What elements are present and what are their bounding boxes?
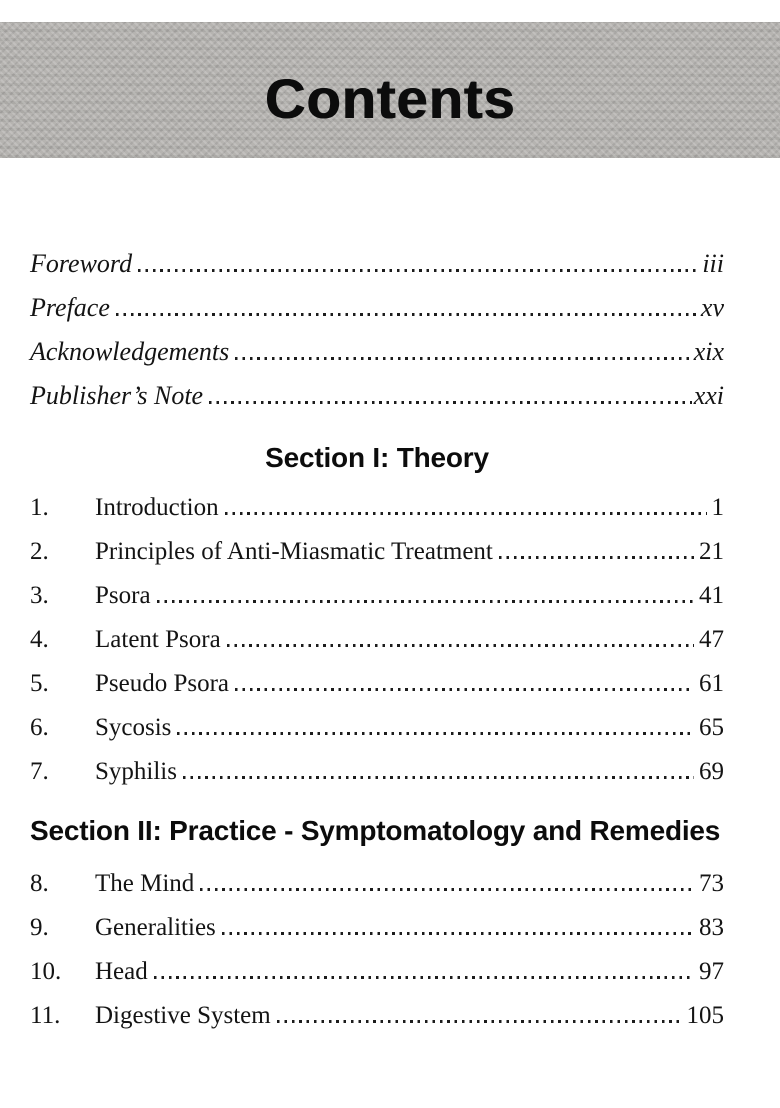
- toc-entry-page: 97: [699, 958, 724, 985]
- dot-leader: [116, 313, 699, 316]
- toc-entry-number: 11.: [30, 1002, 61, 1029]
- toc-row: [30, 374, 724, 418]
- dot-leader: [209, 401, 692, 404]
- dot-leader: [277, 1020, 682, 1023]
- toc-entry-page: 105: [686, 1002, 724, 1029]
- toc-entry-page: 61: [699, 670, 724, 697]
- section-2-entries: [30, 862, 724, 1038]
- toc-row: [30, 530, 724, 574]
- toc-row: [30, 574, 724, 618]
- toc-entry-page: xxi: [693, 381, 724, 410]
- toc-entry-label: Sycosis: [95, 714, 172, 741]
- section-2-heading: Section II: Practice - Symptomatology and Remedies: [30, 815, 721, 846]
- toc-entry-label: Principles of Anti-Miasmatic Treatment: [95, 538, 493, 565]
- toc-entry-label: Syphilis: [95, 758, 177, 785]
- toc-row: [30, 662, 724, 706]
- dot-leader: [499, 556, 694, 559]
- toc-entry-label: Head: [95, 958, 148, 985]
- toc-entry-page: 83: [699, 914, 724, 941]
- toc-entry-label: Publisher’s Note: [30, 381, 204, 410]
- dot-leader: [225, 512, 707, 515]
- toc-row: [30, 330, 724, 374]
- dot-leader: [227, 644, 694, 647]
- toc-entry-page: 21: [699, 538, 724, 565]
- toc-entry-page: 65: [699, 714, 724, 741]
- toc-entry-page: 47: [699, 626, 724, 653]
- toc-entry-page: 69: [699, 758, 724, 785]
- front-matter-list: [30, 242, 724, 418]
- toc-entry-page: xv: [700, 293, 724, 322]
- toc-entry-number: 2.: [30, 538, 49, 565]
- dot-leader: [157, 600, 694, 603]
- toc-row: [30, 906, 724, 950]
- toc-entry-label: Psora: [95, 582, 151, 609]
- toc-entry-label: Generalities: [95, 914, 216, 941]
- toc-row: [30, 950, 724, 994]
- toc-row: [30, 994, 724, 1038]
- toc-row: [30, 286, 724, 330]
- toc-entry-page: xix: [693, 337, 724, 366]
- toc-row: [30, 706, 724, 750]
- dot-leader: [222, 932, 694, 935]
- toc-row: [30, 242, 724, 286]
- dot-leader: [200, 888, 694, 891]
- dot-leader: [235, 357, 691, 360]
- toc-row: [30, 862, 724, 906]
- toc-entry-number: 6.: [30, 714, 49, 741]
- toc-entry-number: 1.: [30, 494, 49, 521]
- toc-entry-number: 8.: [30, 870, 49, 897]
- toc-entry-number: 3.: [30, 582, 49, 609]
- section-1-heading: Section I: Theory: [265, 442, 489, 473]
- toc-entry-label: Acknowledgements: [30, 337, 230, 366]
- toc-entry-page: iii: [702, 249, 724, 278]
- toc-entry-label: Latent Psora: [95, 626, 221, 653]
- toc-entry-number: 9.: [30, 914, 49, 941]
- toc-row: [30, 486, 724, 530]
- dot-leader: [235, 688, 694, 691]
- page-title: Contents: [264, 66, 516, 130]
- toc-content: [0, 158, 780, 1038]
- toc-entry-label: Pseudo Psora: [95, 670, 230, 697]
- toc-row: [30, 618, 724, 662]
- toc-entry-page: 73: [699, 870, 724, 897]
- section-1-entries: [30, 486, 724, 794]
- toc-entry-number: 5.: [30, 670, 49, 697]
- dot-leader: [154, 976, 694, 979]
- toc-entry-label: Foreword: [30, 249, 133, 278]
- toc-entry-page: 41: [699, 582, 724, 609]
- toc-entry-page: 1: [711, 494, 724, 521]
- dot-leader: [138, 269, 700, 272]
- toc-entry-label: The Mind: [95, 870, 195, 897]
- dot-leader: [183, 776, 694, 779]
- toc-entry-label: Preface: [30, 293, 110, 322]
- contents-banner: [0, 22, 780, 158]
- toc-entry-label: Digestive System: [95, 1002, 271, 1029]
- toc-entry-number: 10.: [30, 958, 62, 985]
- toc-row: [30, 750, 724, 794]
- toc-entry-number: 4.: [30, 626, 49, 653]
- dot-leader: [177, 732, 694, 735]
- toc-entry-number: 7.: [30, 758, 49, 785]
- toc-entry-label: Introduction: [95, 494, 219, 521]
